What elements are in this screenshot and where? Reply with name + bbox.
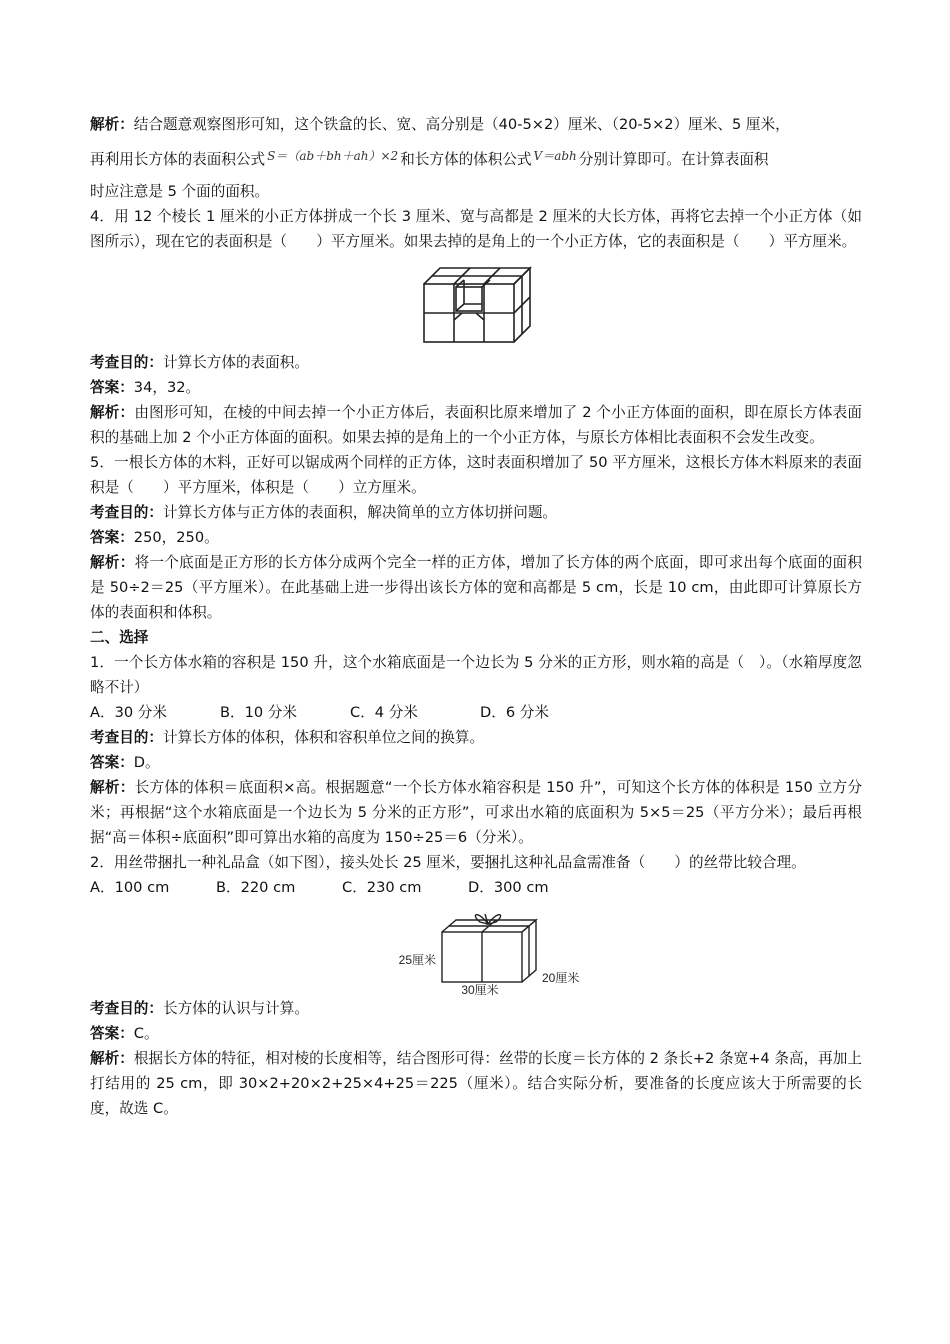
text: 计算长方体的表面积。 bbox=[162, 354, 309, 371]
text: 34，32。 bbox=[133, 379, 201, 396]
label: 解析： bbox=[90, 1050, 134, 1067]
prev-analysis-line1 bbox=[90, 112, 862, 137]
label: 考查目的： bbox=[90, 354, 163, 371]
volume-formula: V＝abh bbox=[533, 149, 577, 163]
text: 根据长方体的特征，相对棱的长度相等，结合图形可得：丝带的长度＝长方体的 2 条长+2 条宽+4 条高，再加上打结用的 25 cm，即 30×2+20×2+25×4+25＝225（厘米）。结合实际分析，要准备的长度应该大于所需要的长度，故选 C。 bbox=[90, 1050, 862, 1117]
text: 计算长方体与正方体的表面积，解决简单的立方体切拼问题。 bbox=[162, 504, 558, 521]
option-a: A．100 cm bbox=[90, 879, 170, 896]
c1-options bbox=[90, 700, 862, 725]
surface-area-formula: S＝（ab＋bh＋ah）×2 bbox=[267, 149, 399, 163]
c2-purpose bbox=[90, 996, 862, 1021]
c2-answer bbox=[90, 1021, 862, 1046]
text: 和长方体的体积公式 bbox=[400, 151, 532, 168]
option-a: A．30 分米 bbox=[90, 704, 167, 721]
option-d: D．300 cm bbox=[468, 879, 549, 896]
label: 答案： bbox=[90, 379, 134, 396]
q5-purpose bbox=[90, 500, 862, 525]
question-5: 5．一根长方体的木料，正好可以锯成两个同样的正方体，这时表面积增加了 50 平方厘米，这根长方体木料原来的表面积是（ ）平方厘米，体积是（ ）立方厘米。 bbox=[90, 454, 862, 496]
q4-analysis bbox=[90, 400, 862, 450]
choice-question-1: 1．一个长方体水箱的容积是 150 升，这个水箱底面是一个边长为 5 分米的正方形，则水箱的高是（ ）。（水箱厚度忽略不计） bbox=[90, 654, 862, 696]
text: 250，250。 bbox=[133, 529, 219, 546]
cuboid-figure bbox=[90, 254, 862, 350]
label: 考查目的： bbox=[90, 504, 163, 521]
option-b: B．220 cm bbox=[216, 879, 296, 896]
c2-options bbox=[90, 875, 862, 900]
text: C。 bbox=[133, 1025, 159, 1042]
q5-analysis bbox=[90, 550, 862, 625]
question-4: 4．用 12 个棱长 1 厘米的小正方体拼成一个长 3 厘米、宽与高都是 2 厘米的大长方体，再将它去掉一个小正方体（如图所示），现在它的表面积是（ ）平方厘米。如果去掉的是角上的一个小正方体，它的表面积是（ ）平方厘米。 bbox=[90, 208, 862, 250]
c1-analysis bbox=[90, 775, 862, 850]
option-c: C．230 cm bbox=[342, 879, 422, 896]
label: 解析： bbox=[90, 404, 135, 421]
width-label: 20厘米 bbox=[542, 971, 580, 985]
text: 分别计算即可。在计算表面积 bbox=[578, 151, 769, 168]
c1-purpose bbox=[90, 725, 862, 750]
q4-answer bbox=[90, 375, 862, 400]
text: D。 bbox=[133, 754, 160, 771]
label: 解析： bbox=[90, 779, 135, 796]
label: 答案： bbox=[90, 1025, 134, 1042]
text: 由图形可知，在棱的中间去掉一个小正方体后，表面积比原来增加了 2 个小正方体面的面积，即在原长方体表面积的基础上加 2 个小正方体面的面积。如果去掉的是角上的一个小正方体，与原长方体相比表面积不会发生改变。 bbox=[90, 404, 862, 446]
option-b: B．10 分米 bbox=[220, 704, 298, 721]
text: 结合题意观察图形可知，这个铁盒的长、宽、高分别是（40-5×2）厘米、（20-5×2）厘米、5 厘米， bbox=[133, 116, 790, 133]
c1-answer bbox=[90, 750, 862, 775]
q5-answer bbox=[90, 525, 862, 550]
text: 长方体的认识与计算。 bbox=[162, 1000, 309, 1017]
prev-analysis-line2 bbox=[90, 137, 862, 179]
q4-purpose bbox=[90, 350, 862, 375]
option-c: C．4 分米 bbox=[350, 704, 418, 721]
choice-question-2: 2．用丝带捆扎一种礼品盒（如下图），接头处长 25 厘米，要捆扎这种礼品盒需准备（ ）的丝带比较合理。 bbox=[90, 854, 806, 871]
text: 将一个底面是正方形的长方体分成两个完全一样的正方体，增加了长方体的两个底面，即可求出每个底面的面积是 50÷2＝25（平方厘米）。在此基础上进一步得出该长方体的宽和高都是 5 cm，长是 10 cm，由此即可计算原长方体的表面积和体积。 bbox=[90, 554, 862, 621]
document-page bbox=[90, 112, 862, 1121]
text: 计算长方体的体积，体积和容积单位之间的换算。 bbox=[162, 729, 485, 746]
text: 长方体的体积＝底面积×高。根据题意“一个长方体水箱容积是 150 升”，可知这个长方体的体积是 150 立方分米；再根据“这个水箱底面是一个边长为 5 分米的正方形”，可求出水箱的底面积为 5×5＝25（平方分米）；最后再根据“高＝体积÷底面积”即可算出水箱的高度为 150÷25＝6（分米）。 bbox=[90, 779, 862, 846]
gift-box-svg bbox=[90, 900, 862, 996]
gift-box-figure bbox=[90, 900, 862, 996]
prev-analysis-line3: 时应注意是 5 个面的面积。 bbox=[90, 183, 270, 200]
section-title: 二、选择 bbox=[90, 629, 149, 646]
label: 考查目的： bbox=[90, 729, 163, 746]
label: 考查目的： bbox=[90, 1000, 163, 1017]
label: 答案： bbox=[90, 529, 134, 546]
option-d: D．6 分米 bbox=[480, 704, 549, 721]
label: 答案： bbox=[90, 754, 134, 771]
label: 解析： bbox=[90, 554, 135, 571]
c2-analysis bbox=[90, 1046, 862, 1121]
cuboid-figure-svg bbox=[90, 254, 862, 350]
height-label: 25厘米 bbox=[398, 953, 436, 967]
text: 再利用长方体的表面积公式 bbox=[90, 151, 266, 168]
length-label: 30厘米 bbox=[461, 983, 499, 996]
label: 解析： bbox=[90, 116, 134, 133]
